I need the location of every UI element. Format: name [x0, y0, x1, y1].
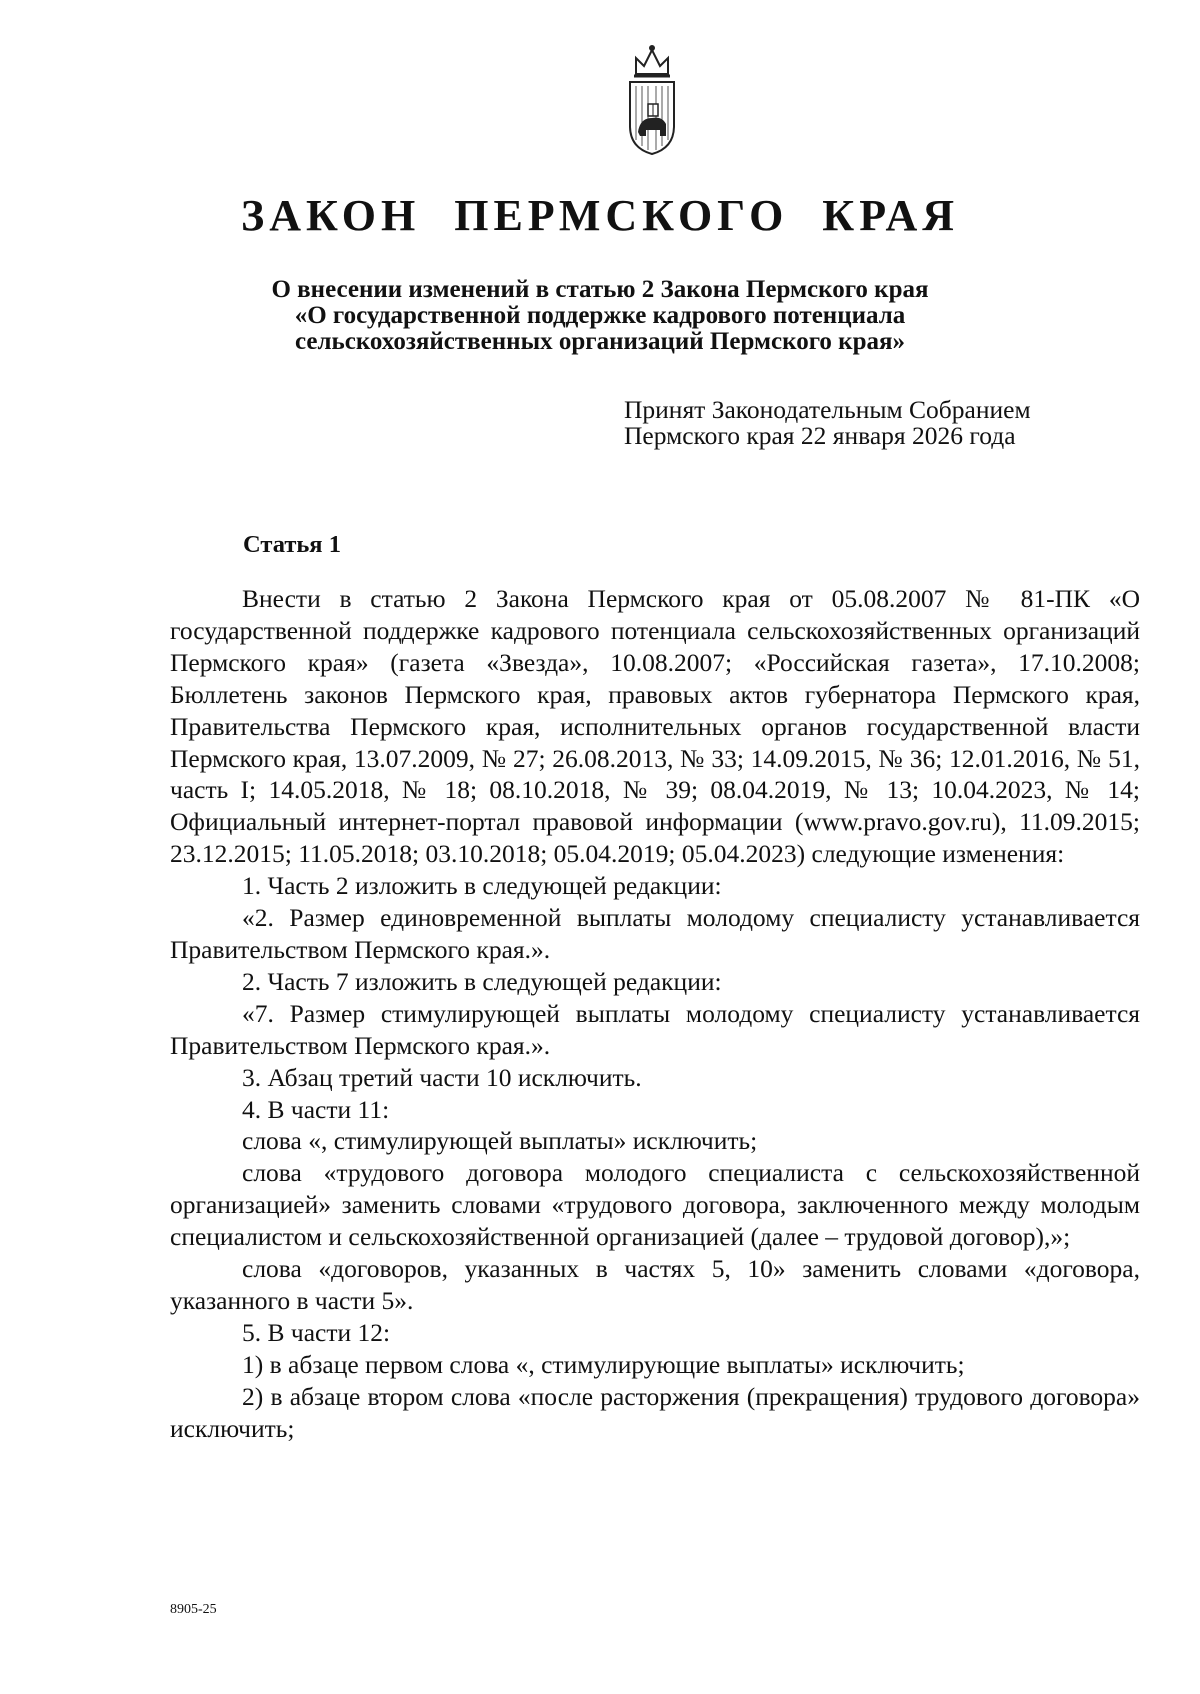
article-paragraph: 4. В части 11:: [242, 1094, 390, 1124]
article-paragraph: 2) в абзаце втором слова «после расторжения (прекращения) трудового договора» исключить;: [170, 1381, 1140, 1443]
article-paragraph: 1) в абзаце первом слова «, стимулирующие выплаты» исключить;: [242, 1349, 965, 1379]
article-paragraph: 3. Абзац третий части 10 исключить.: [242, 1062, 642, 1092]
law-subtitle: [200, 277, 1000, 355]
article-title: Статья 1: [243, 531, 341, 558]
article-body: [170, 583, 1140, 1444]
article-paragraph: «2. Размер единовременной выплаты молодому специалисту устанавливается Правительством Пермского края.».: [170, 903, 1140, 964]
article-paragraph: 5. В части 12:: [242, 1317, 391, 1347]
subtitle-line: О внесении изменений в статью 2 Закона Пермского края: [271, 276, 929, 303]
article-paragraph: слова «, стимулирующей выплаты» исключить;: [242, 1126, 758, 1156]
article-paragraph: «7. Размер стимулирующей выплаты молодому специалисту устанавливается Правительством Пермского края.».: [170, 998, 1140, 1060]
article-paragraph: Внести в статью 2 Закона Пермского края от 05.08.2007 № 81-ПК «О государственной поддержке кадрового потенциала сельскохозяйственных организаций Пермского края» (газета «Звезда», 10.08.2007; «Российская газета», 17.10.2008; Бюллетень законов Пермского края, правовых актов губернатора Пермского края, Правительства Пермского края, исполнительных органов государственной власти Пермского края, 13.07.2009, № 27; 26.08.2013, № 33; 14.09.2015, № 36; 12.01.2016, № 51, часть I; 14.05.2018, № 18; 08.10.2018, № 39; 08.04.2019, № 13; 10.04.2023, № 14; Официальный интернет-портал правовой информации (www.pravo.gov.ru), 11.09.2015; 23.12.2015; 11.05.2018; 03.10.2018; 05.04.2019; 05.04.2023) следующие изменения:: [170, 584, 1140, 869]
adoption-note: [624, 397, 1144, 449]
coat-of-arms-icon: [622, 40, 682, 158]
article-paragraph: слова «трудового договора молодого специалиста с сельскохозяйственной организацией» заменить словами «трудового договора, заключенного между молодым специалистом и сельскохозяйственной организацией (далее – трудовой договор),»;: [170, 1158, 1140, 1252]
document-code: 8905-25: [170, 1602, 217, 1617]
adoption-line: Пермского края 22 января 2026 года: [624, 421, 1016, 450]
subtitle-line: сельскохозяйственных организаций Пермского края»: [294, 328, 906, 355]
article-paragraph: 1. Часть 2 изложить в следующей редакции:: [242, 871, 722, 901]
law-title: ЗАКОН ПЕРМСКОГО КРАЯ: [240, 191, 960, 240]
subtitle-line: «О государственной поддержке кадрового потенциала: [294, 302, 906, 329]
adoption-line: Принят Законодательным Собранием: [624, 395, 1031, 424]
article-paragraph: 2. Часть 7 изложить в следующей редакции:: [242, 966, 722, 996]
article-paragraph: слова «договоров, указанных в частях 5, 10» заменить словами «договора, указанного в части 5».: [170, 1254, 1140, 1315]
